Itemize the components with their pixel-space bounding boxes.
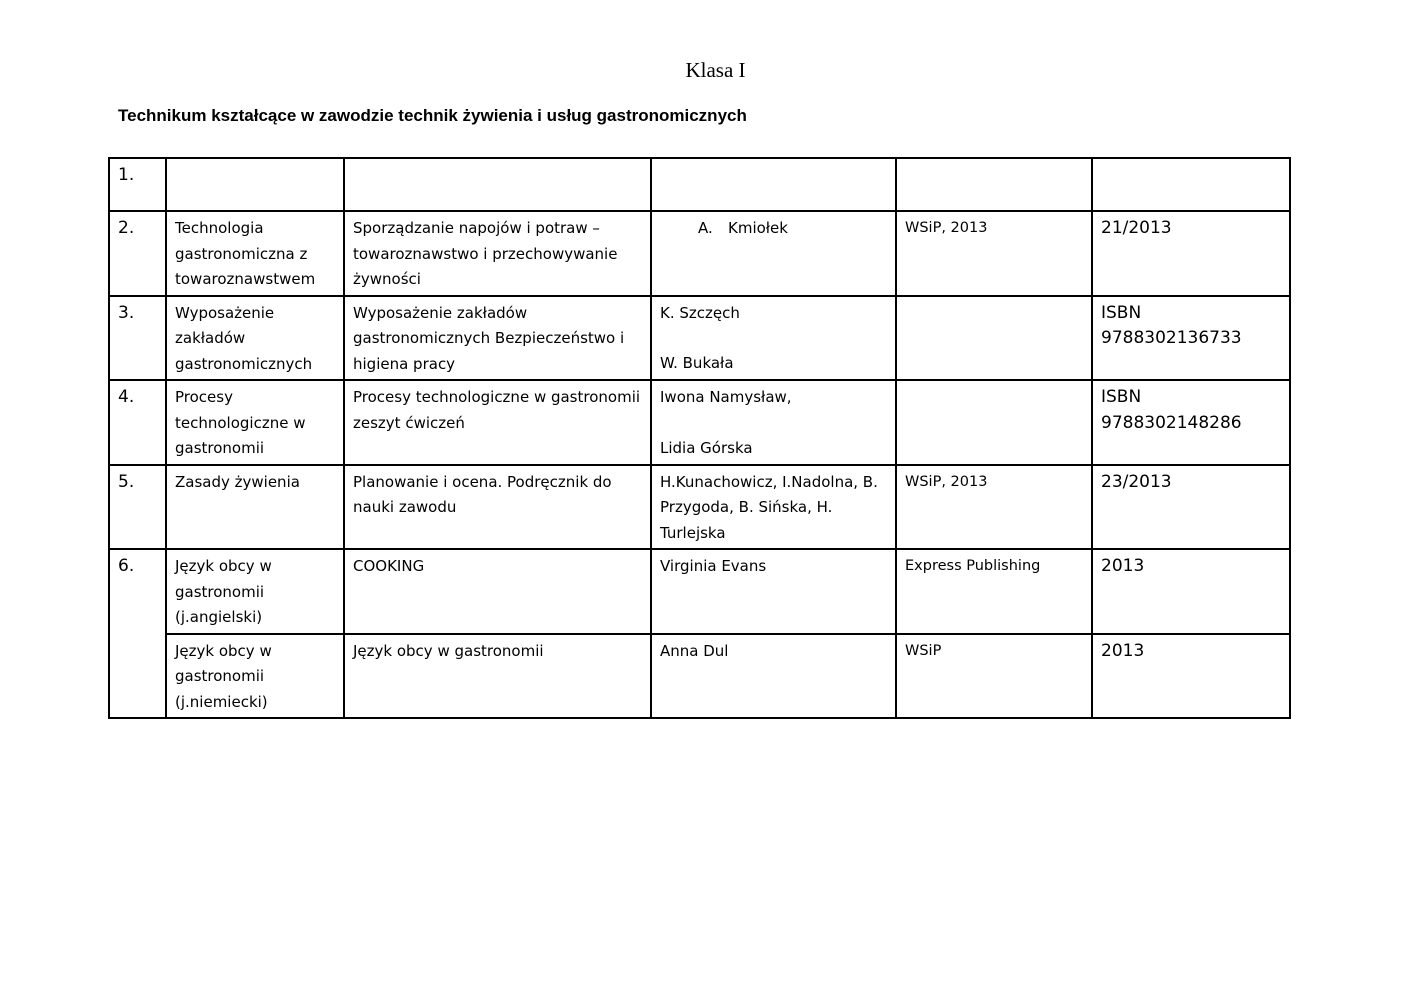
subject-cell: Procesy technologiczne w gastronomii: [166, 380, 344, 465]
approval-code-cell: ISBN 9788302136733: [1092, 296, 1290, 381]
row-number: 4.: [109, 380, 166, 465]
publisher-cell: WSiP: [896, 634, 1092, 719]
publisher-cell: WSiP, 2013: [896, 211, 1092, 296]
approval-code-cell: 2013: [1092, 549, 1290, 634]
table-row: [109, 549, 1290, 634]
book-title-cell: Język obcy w gastronomii: [344, 634, 651, 719]
textbook-table: [108, 157, 1291, 719]
row-number: 2.: [109, 211, 166, 296]
publisher-cell: Express Publishing: [896, 549, 1092, 634]
author-name: Kmiołek: [728, 219, 788, 237]
publisher-cell: WSiP, 2013: [896, 465, 1092, 550]
author-list-item: [660, 216, 887, 242]
table-row: [109, 296, 1290, 381]
approval-code-cell: 21/2013: [1092, 211, 1290, 296]
author-name: W. Bukała: [660, 354, 734, 372]
row-number: 1.: [109, 158, 166, 211]
subject-cell: [166, 158, 344, 211]
row-number: 3.: [109, 296, 166, 381]
table-row: [109, 380, 1290, 465]
authors-cell: Virginia Evans: [651, 549, 896, 634]
authors-cell: [651, 296, 896, 381]
book-title-cell: Procesy technologiczne w gastronomii zeszyt ćwiczeń: [344, 380, 651, 465]
subject-cell: Zasady żywienia: [166, 465, 344, 550]
approval-code-cell: 23/2013: [1092, 465, 1290, 550]
author-name: K. Szczęch: [660, 303, 740, 322]
row-number: 5.: [109, 465, 166, 550]
list-marker: A.: [698, 219, 713, 237]
approval-code-cell: [1092, 158, 1290, 211]
table-row: [109, 211, 1290, 296]
subject-cell: Wyposażenie zakładów gastronomicznych: [166, 296, 344, 381]
publisher-cell: [896, 158, 1092, 211]
row-number: 6.: [109, 549, 166, 718]
book-title-cell: COOKING: [344, 549, 651, 634]
authors-cell: [651, 211, 896, 296]
publisher-cell: [896, 380, 1092, 465]
document-subtitle: Technikum kształcące w zawodzie technik żywienia i usług gastronomicznych: [118, 106, 747, 125]
author-name: Lidia Górska: [660, 438, 753, 457]
authors-cell: [651, 380, 896, 465]
book-title-cell: Planowanie i ocena. Podręcznik do nauki zawodu: [344, 465, 651, 550]
authors-cell: H.Kunachowicz, I.Nadolna, B. Przygoda, B. Sińska, H. Turlejska: [651, 465, 896, 550]
book-title-cell: [344, 158, 651, 211]
subject-cell: Język obcy w gastronomii (j.niemiecki): [166, 634, 344, 719]
book-title-cell: Sporządzanie napojów i potraw – towaroznawstwo i przechowywanie żywności: [344, 211, 651, 296]
authors-cell: [651, 158, 896, 211]
subject-cell: Technologia gastronomiczna z towaroznawstwem: [166, 211, 344, 296]
author-name: Iwona Namysław,: [660, 388, 792, 406]
table-row: [109, 465, 1290, 550]
page-title: Klasa I: [685, 58, 746, 82]
publisher-cell: [896, 296, 1092, 381]
approval-code-cell: ISBN 9788302148286: [1092, 380, 1290, 465]
approval-code-cell: 2013: [1092, 634, 1290, 719]
subject-cell: Język obcy w gastronomii (j.angielski): [166, 549, 344, 634]
book-title-cell: Wyposażenie zakładów gastronomicznych Bezpieczeństwo i higiena pracy: [344, 296, 651, 381]
authors-cell: Anna Dul: [651, 634, 896, 719]
table-row: [109, 158, 1290, 211]
table-row: [109, 634, 1290, 719]
